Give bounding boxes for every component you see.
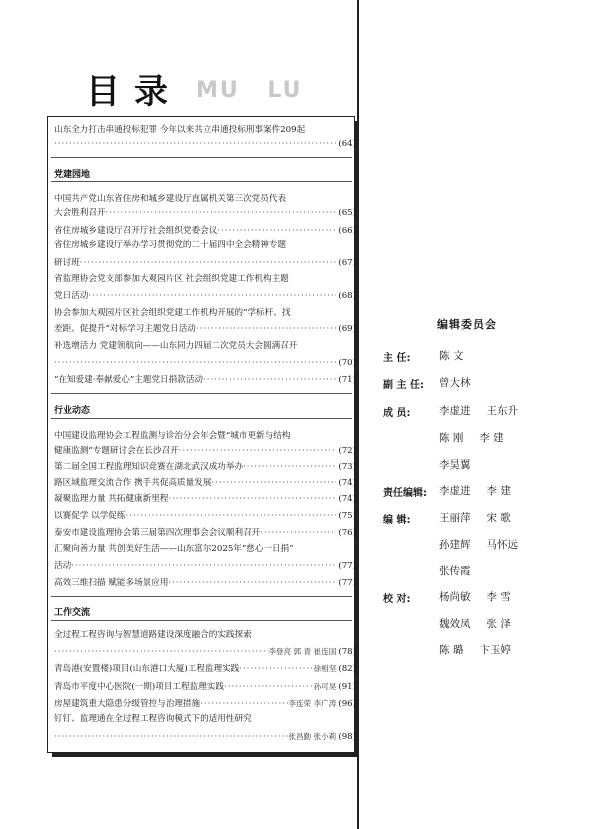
toc-entry-leader <box>54 258 356 269</box>
toc-entry-leader <box>54 291 356 302</box>
board-member: 李昊翼 <box>439 459 471 471</box>
section-divider <box>51 181 352 182</box>
section-title-party: 党建园地 <box>54 170 91 180</box>
board-member: 李虚进 <box>439 405 471 417</box>
board-names <box>439 589 511 604</box>
board-names <box>439 483 511 498</box>
page-title-latin: MU LU <box>196 78 303 103</box>
toc-entry-title-cont[interactable]: 研讨班 <box>54 258 80 268</box>
board-names <box>439 430 504 445</box>
board-role: 责任编辑: <box>383 488 427 499</box>
toc-entry-title[interactable]: “在知爱建·奉献爱心”主题党日捐款活动 <box>54 375 204 385</box>
toc-entry-title[interactable]: 路区域监理交流合作 携手共促高质量发展 <box>54 478 212 488</box>
toc-entry-page[interactable]: (96) <box>338 699 356 709</box>
board-role: 主 任: <box>383 353 411 364</box>
toc-entry-title[interactable]: 全过程工程咨询与智慧道路建设深度融合的实践探索 <box>54 630 252 640</box>
toc-entry-leader <box>54 561 356 572</box>
toc-entry-title[interactable]: 中国建设监理协会工程监测与诊治分会年会暨“城市更新与结构 <box>54 431 291 441</box>
board-role: 成 员: <box>383 408 411 419</box>
board-member: 孙建辉 <box>439 539 471 551</box>
toc-entry-title[interactable]: 山东全力打击串通投标犯罪 今年以来共立串通投标刑事案件209起 <box>54 125 306 135</box>
board-member: 李 建 <box>486 485 511 497</box>
toc-entry-page[interactable]: (82) <box>338 664 356 674</box>
page-title: 目录 <box>86 72 182 112</box>
toc-entry-page[interactable]: (70) <box>338 358 356 368</box>
board-member: 杨尚敏 <box>439 591 471 603</box>
board-role: 编 辑: <box>383 515 411 526</box>
toc-entry-title[interactable]: 省住房城乡建设厅举办学习贯彻党的二十届四中全会精神专题 <box>54 240 287 250</box>
toc-entry-title[interactable]: 省住房城乡建设厅召开厅社会组织党委会议 <box>54 226 218 236</box>
toc-entry-leader <box>54 494 356 505</box>
toc-entry-title-cont[interactable]: 大会胜利召开 <box>54 208 106 218</box>
toc-entry-authors: 张昌勤 张小莉 <box>288 732 337 741</box>
toc-entry-page[interactable]: (98) <box>338 732 356 742</box>
toc-entry-leader <box>54 681 356 693</box>
toc-entry-leader <box>54 208 356 219</box>
toc-entry-title[interactable]: 省监理协会党支部参加大观园片区 社会组织党建工作机构主题 <box>54 274 289 284</box>
toc-entry-authors: 孙可昊 <box>313 682 337 691</box>
board-member: 陈 刚 <box>439 432 464 444</box>
toc-entry-leader <box>54 646 356 658</box>
section-title-work: 工作交流 <box>54 608 91 618</box>
toc-entry-leader <box>54 578 356 589</box>
toc-entry-authors: 李连荣 李广涛 <box>288 699 337 708</box>
toc-entry-title-cont[interactable]: 党日活动 <box>54 291 89 301</box>
board-member: 陈 璐 <box>439 644 464 656</box>
toc-entry-page[interactable]: (91) <box>338 682 356 692</box>
board-member: 陈 文 <box>439 350 464 362</box>
board-names <box>439 348 463 363</box>
toc-entry-title[interactable]: 凝聚监理力量 共拓健康新里程 <box>54 494 169 504</box>
toc-entry-page[interactable]: (68) <box>338 291 356 301</box>
toc-entry-title[interactable]: 协会参加大观园片区社会组织党建工作机构开展的“学标杆、找 <box>54 308 291 318</box>
board-names <box>439 563 471 578</box>
toc-entry-title-cont[interactable]: 差距、促提升”对标学习主题党日活动 <box>54 324 196 334</box>
toc-entry-page[interactable]: (74) <box>338 494 356 504</box>
toc-entry-title[interactable]: 第二届全国工程监理知识竞赛在湖北武汉成功举办 <box>54 462 244 472</box>
board-names <box>439 616 511 631</box>
board-role: 校 对: <box>383 594 411 605</box>
toc-entry-title[interactable]: 高效三维扫描 赋能多场景应用 <box>54 578 169 588</box>
toc-entry-page[interactable]: (71) <box>338 375 356 385</box>
toc-entry-page[interactable]: (78) <box>338 647 356 657</box>
toc-entry-leader <box>54 528 356 539</box>
board-member: 马怀远 <box>486 539 518 551</box>
toc-entry-page[interactable]: (77) <box>338 561 356 571</box>
toc-entry-leader <box>54 324 356 335</box>
section-divider <box>51 620 352 621</box>
toc-entry-page[interactable]: (72) <box>338 446 356 456</box>
board-member: 李 建 <box>479 432 504 444</box>
section-title-industry: 行业动态 <box>54 406 91 416</box>
toc-entry-leader <box>54 478 356 489</box>
toc-entry-leader <box>54 698 356 710</box>
toc-entry-leader <box>54 358 356 369</box>
board-member: 李 雪 <box>486 591 511 603</box>
toc-entry-title[interactable]: 补选增活力 党建领航向——山东同力四届二次党员大会圆满召开 <box>54 341 298 351</box>
section-divider <box>51 418 352 419</box>
toc-entry-title[interactable]: 青岛港(安置楼)项目(山东港口大厦)工程监理实践 <box>54 664 240 674</box>
board-member: 宋 歌 <box>486 512 511 524</box>
toc-entry-page[interactable]: (75) <box>338 511 356 521</box>
toc-entry-page[interactable]: (69) <box>338 324 356 334</box>
board-member: 曾大林 <box>439 377 471 389</box>
toc-entry-page[interactable]: (64) <box>338 139 356 149</box>
toc-entry-title[interactable]: 青岛市平度中心医院(一期)项目工程监理实践 <box>54 682 224 692</box>
board-names <box>439 642 511 657</box>
toc-entry-title[interactable]: 泰安市建设监理协会第三届第四次理事会会议顺利召开 <box>54 528 261 538</box>
toc-entry-leader <box>54 226 356 237</box>
toc-entry-authors: 徐相坚 <box>313 664 337 673</box>
toc-entry-leader <box>54 446 356 457</box>
toc-entry-leader <box>54 511 356 522</box>
toc-entry-title[interactable]: 房屋建筑重大隐患分级管控与治理措施 <box>54 699 201 709</box>
toc-entry-authors: 李登亮 郭 青 崔连国 <box>268 647 337 656</box>
toc-entry-page[interactable]: (74) <box>338 478 356 488</box>
board-names <box>439 375 471 390</box>
toc-entry-leader <box>54 375 356 386</box>
toc-entry-page[interactable]: (65) <box>338 208 356 218</box>
board-member: 王东升 <box>486 405 518 417</box>
board-member: 卞玉婷 <box>479 644 511 656</box>
board-names <box>439 403 518 418</box>
toc-entry-title[interactable]: 钉钉、监理通在全过程工程咨询模式下的适用性研究 <box>54 714 252 724</box>
toc-entry-leader <box>54 139 356 150</box>
toc-entry-page[interactable]: (73) <box>338 462 356 472</box>
board-member: 张传霞 <box>439 565 471 577</box>
section-divider <box>51 393 352 394</box>
toc-entry-page[interactable]: (77) <box>338 578 356 588</box>
toc-entry-title[interactable]: 汇聚向善力量 共创美好生活——山东富尔2025年“慈心一日捐” <box>54 544 294 554</box>
board-role: 副 主 任: <box>383 380 424 391</box>
board-member: 李虚进 <box>439 485 471 497</box>
board-names <box>439 510 511 525</box>
board-member: 王丽萍 <box>439 512 471 524</box>
toc-entry-leader <box>54 731 356 743</box>
toc-entry-page[interactable]: (76) <box>338 528 356 538</box>
toc-entry-title-cont[interactable]: 健康监测”专题研讨会在长沙召开 <box>54 446 179 456</box>
toc-entry-title[interactable]: 中国共产党山东省住房和城乡建设厅直属机关第三次党员代表 <box>54 194 287 204</box>
toc-entry-title-cont[interactable]: 活动 <box>54 561 72 571</box>
toc-entry-leader <box>54 462 356 473</box>
board-title: 编辑委员会 <box>437 318 497 331</box>
section-divider <box>51 596 352 597</box>
board-names <box>439 457 471 472</box>
board-member: 魏效凤 <box>439 618 471 630</box>
toc-entry-page[interactable]: (66) <box>338 226 356 236</box>
board-names <box>439 537 518 552</box>
section-divider <box>51 157 352 158</box>
toc-entry-leader <box>54 663 356 675</box>
toc-entry-title[interactable]: 以赛促学 以学促练 <box>54 511 126 521</box>
toc-box-shadow-bottom <box>52 753 359 757</box>
board-member: 张 泽 <box>486 618 511 630</box>
toc-entry-page[interactable]: (67) <box>338 258 356 268</box>
